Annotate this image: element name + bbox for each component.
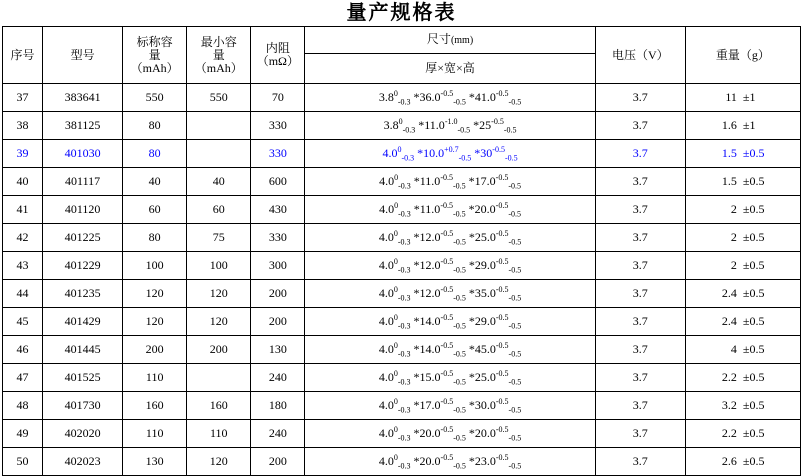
cell-weight [685, 448, 800, 476]
cell-dimensions: $4.0^0_{-0.3}$ $*20.0^{-0.5}_{-0.5}$ $*20.0^{-0.5}_{-0.5}$ [305, 420, 595, 448]
weight-value: 2 [730, 230, 737, 244]
cell-model: 402020 [43, 420, 123, 448]
cell-model: 401229 [43, 252, 123, 280]
cell-index: 46 [3, 336, 43, 364]
weight-value: 2.4 [721, 314, 737, 328]
cell-internal-resistance: 600 [251, 168, 305, 196]
cell-dimensions: $4.0^0_{-0.3}$ $*10.0^{+0.7}_{-0.5}$ $*30^{-0.5}_{-0.5}$ [305, 140, 595, 168]
cell-nominal-capacity: 110 [123, 364, 187, 392]
cell-dimensions: $4.0^0_{-0.3}$ $*11.0^{-0.5}_{-0.5}$ $*17.0^{-0.5}_{-0.5}$ [305, 168, 595, 196]
header-size-label: 尺寸 [426, 32, 451, 47]
cell-index: 50 [3, 448, 43, 476]
cell-min-capacity: 550 [187, 84, 251, 112]
cell-min-capacity: 200 [187, 336, 251, 364]
cell-min-capacity [187, 364, 251, 392]
weight-tolerance: ±0.5 [742, 258, 765, 272]
cell-model: 401235 [43, 280, 123, 308]
cell-index: 44 [3, 280, 43, 308]
cell-nominal-capacity: 160 [123, 392, 187, 420]
cell-voltage: 3.7 [595, 252, 685, 280]
cell-index: 39 [3, 140, 43, 168]
weight-value: 1.6 [721, 118, 737, 132]
header-internal-resistance-line2: （mΩ） [256, 54, 299, 68]
cell-nominal-capacity: 80 [123, 224, 187, 252]
cell-internal-resistance: 130 [251, 336, 305, 364]
header-size-sub: 厚×宽×高 [305, 54, 595, 84]
cell-min-capacity: 60 [187, 196, 251, 224]
cell-model: 401225 [43, 224, 123, 252]
table-body [3, 84, 801, 476]
cell-nominal-capacity: 80 [123, 112, 187, 140]
cell-dimensions: $4.0^0_{-0.3}$ $*12.0^{-0.5}_{-0.5}$ $*35.0^{-0.5}_{-0.5}$ [305, 280, 595, 308]
table-row [3, 280, 801, 308]
weight-value: 11 [725, 90, 737, 104]
cell-dimensions: $4.0^0_{-0.3}$ $*11.0^{-0.5}_{-0.5}$ $*20.0^{-0.5}_{-0.5}$ [305, 196, 595, 224]
cell-index: 49 [3, 420, 43, 448]
cell-voltage: 3.7 [595, 364, 685, 392]
header-internal-resistance [251, 27, 305, 84]
cell-nominal-capacity: 110 [123, 420, 187, 448]
cell-internal-resistance: 330 [251, 224, 305, 252]
cell-weight [685, 420, 800, 448]
table-row [3, 420, 801, 448]
cell-voltage: 3.7 [595, 280, 685, 308]
table-row [3, 252, 801, 280]
table-row [3, 224, 801, 252]
weight-tolerance: ±0.5 [742, 286, 765, 300]
cell-internal-resistance: 70 [251, 84, 305, 112]
cell-model: 401120 [43, 196, 123, 224]
cell-voltage: 3.7 [595, 112, 685, 140]
table-header [3, 27, 801, 84]
weight-tolerance: ±0.5 [742, 174, 765, 188]
cell-internal-resistance: 300 [251, 252, 305, 280]
cell-model: 402023 [43, 448, 123, 476]
cell-voltage: 3.7 [595, 448, 685, 476]
cell-nominal-capacity: 130 [123, 448, 187, 476]
weight-value: 2 [730, 258, 737, 272]
cell-model: 383641 [43, 84, 123, 112]
cell-min-capacity: 120 [187, 308, 251, 336]
cell-dimensions: $3.8^0_{-0.3}$ $*36.0^{-0.5}_{-0.5}$ $*41.0^{-0.5}_{-0.5}$ [305, 84, 595, 112]
header-nominal-capacity-line2: 量 [148, 47, 161, 62]
cell-model: 381125 [43, 112, 123, 140]
weight-tolerance: ±0.5 [742, 426, 765, 440]
cell-dimensions: $4.0^0_{-0.3}$ $*14.0^{-0.5}_{-0.5}$ $*45.0^{-0.5}_{-0.5}$ [305, 336, 595, 364]
cell-min-capacity: 40 [187, 168, 251, 196]
cell-nominal-capacity: 550 [123, 84, 187, 112]
weight-tolerance: ±1 [742, 90, 756, 104]
cell-internal-resistance: 200 [251, 308, 305, 336]
header-internal-resistance-line1: 内阻 [265, 41, 290, 55]
cell-dimensions: $3.8^0_{-0.3}$ $*11.0^{-1.0}_{-0.5}$ $*25^{-0.5}_{-0.5}$ [305, 112, 595, 140]
cell-weight [685, 224, 800, 252]
cell-index: 41 [3, 196, 43, 224]
cell-internal-resistance: 330 [251, 140, 305, 168]
cell-model: 401429 [43, 308, 123, 336]
cell-model: 401525 [43, 364, 123, 392]
cell-internal-resistance: 330 [251, 112, 305, 140]
table-row [3, 392, 801, 420]
cell-nominal-capacity: 100 [123, 252, 187, 280]
table-row [3, 140, 801, 168]
header-index: 序号 [3, 27, 43, 84]
cell-index: 47 [3, 364, 43, 392]
header-min-capacity-line1: 最小容 [200, 34, 237, 49]
cell-min-capacity [187, 140, 251, 168]
weight-tolerance: ±1 [742, 118, 756, 132]
table-row [3, 196, 801, 224]
cell-min-capacity: 110 [187, 420, 251, 448]
cell-dimensions: $4.0^0_{-0.3}$ $*12.0^{-0.5}_{-0.5}$ $*29.0^{-0.5}_{-0.5}$ [305, 252, 595, 280]
weight-value: 3.2 [721, 398, 737, 412]
cell-index: 42 [3, 224, 43, 252]
cell-min-capacity: 120 [187, 448, 251, 476]
cell-internal-resistance: 200 [251, 280, 305, 308]
cell-index: 38 [3, 112, 43, 140]
cell-index: 48 [3, 392, 43, 420]
cell-voltage: 3.7 [595, 196, 685, 224]
header-voltage: 电压（V） [595, 27, 685, 84]
cell-min-capacity: 75 [187, 224, 251, 252]
cell-min-capacity: 120 [187, 280, 251, 308]
weight-value: 1.5 [721, 174, 737, 188]
cell-weight [685, 196, 800, 224]
header-min-capacity-line2: 量 [212, 47, 225, 62]
cell-nominal-capacity: 40 [123, 168, 187, 196]
cell-internal-resistance: 180 [251, 392, 305, 420]
cell-weight [685, 84, 800, 112]
cell-index: 43 [3, 252, 43, 280]
cell-weight [685, 252, 800, 280]
weight-tolerance: ±0.5 [742, 342, 765, 356]
weight-tolerance: ±0.5 [742, 230, 765, 244]
cell-dimensions: $4.0^0_{-0.3}$ $*14.0^{-0.5}_{-0.5}$ $*29.0^{-0.5}_{-0.5}$ [305, 308, 595, 336]
table-row [3, 112, 801, 140]
cell-nominal-capacity: 200 [123, 336, 187, 364]
cell-index: 37 [3, 84, 43, 112]
cell-dimensions: $4.0^0_{-0.3}$ $*20.0^{-0.5}_{-0.5}$ $*23.0^{-0.5}_{-0.5}$ [305, 448, 595, 476]
header-nominal-capacity [123, 27, 187, 84]
cell-nominal-capacity: 120 [123, 280, 187, 308]
header-model: 型号 [43, 27, 123, 84]
cell-weight [685, 392, 800, 420]
cell-voltage: 3.7 [595, 224, 685, 252]
cell-voltage: 3.7 [595, 308, 685, 336]
cell-index: 45 [3, 308, 43, 336]
table-row [3, 364, 801, 392]
page-title: 量产规格表 [346, 2, 457, 24]
cell-dimensions: $4.0^0_{-0.3}$ $*15.0^{-0.5}_{-0.5}$ $*25.0^{-0.5}_{-0.5}$ [305, 364, 595, 392]
cell-dimensions: $4.0^0_{-0.3}$ $*17.0^{-0.5}_{-0.5}$ $*30.0^{-0.5}_{-0.5}$ [305, 392, 595, 420]
header-size-unit: (mm) [450, 35, 474, 47]
cell-voltage: 3.7 [595, 336, 685, 364]
cell-weight [685, 280, 800, 308]
weight-tolerance: ±0.5 [742, 370, 765, 384]
weight-value: 1.5 [721, 146, 737, 160]
cell-weight [685, 364, 800, 392]
cell-voltage: 3.7 [595, 168, 685, 196]
cell-voltage: 3.7 [595, 84, 685, 112]
header-size-group [305, 27, 595, 54]
weight-tolerance: ±0.5 [742, 202, 765, 216]
cell-internal-resistance: 240 [251, 364, 305, 392]
header-min-capacity-line3: （mAh） [194, 60, 243, 75]
cell-model: 401117 [43, 168, 123, 196]
weight-value: 2.2 [721, 370, 737, 384]
weight-tolerance: ±0.5 [742, 398, 765, 412]
cell-nominal-capacity: 80 [123, 140, 187, 168]
cell-model: 401030 [43, 140, 123, 168]
cell-min-capacity [187, 112, 251, 140]
cell-voltage: 3.7 [595, 140, 685, 168]
cell-internal-resistance: 430 [251, 196, 305, 224]
cell-dimensions: $4.0^0_{-0.3}$ $*12.0^{-0.5}_{-0.5}$ $*25.0^{-0.5}_{-0.5}$ [305, 224, 595, 252]
weight-tolerance: ±0.5 [742, 314, 765, 328]
table-row [3, 448, 801, 476]
cell-min-capacity: 100 [187, 252, 251, 280]
table-row [3, 308, 801, 336]
weight-value: 2 [730, 202, 737, 216]
table-row [3, 336, 801, 364]
cell-internal-resistance: 240 [251, 420, 305, 448]
cell-weight [685, 168, 800, 196]
table-row [3, 84, 801, 112]
header-weight: 重量（g） [685, 27, 800, 84]
header-nominal-capacity-line1: 标称容 [136, 34, 173, 49]
header-min-capacity [187, 27, 251, 84]
cell-voltage: 3.7 [595, 392, 685, 420]
cell-weight [685, 112, 800, 140]
cell-model: 401445 [43, 336, 123, 364]
cell-nominal-capacity: 120 [123, 308, 187, 336]
cell-index: 40 [3, 168, 43, 196]
cell-nominal-capacity: 60 [123, 196, 187, 224]
cell-min-capacity: 160 [187, 392, 251, 420]
cell-weight [685, 336, 800, 364]
header-nominal-capacity-line3: （mAh） [130, 60, 179, 75]
weight-tolerance: ±0.5 [742, 146, 765, 160]
weight-value: 2.2 [721, 426, 737, 440]
cell-voltage: 3.7 [595, 420, 685, 448]
cell-weight [685, 308, 800, 336]
cell-internal-resistance: 200 [251, 448, 305, 476]
weight-tolerance: ±0.5 [742, 454, 765, 468]
table-row [3, 168, 801, 196]
weight-value: 4 [730, 342, 737, 356]
weight-value: 2.4 [721, 286, 737, 300]
weight-value: 2.6 [721, 454, 737, 468]
cell-weight [685, 140, 800, 168]
cell-model: 401730 [43, 392, 123, 420]
specification-table [2, 26, 801, 476]
